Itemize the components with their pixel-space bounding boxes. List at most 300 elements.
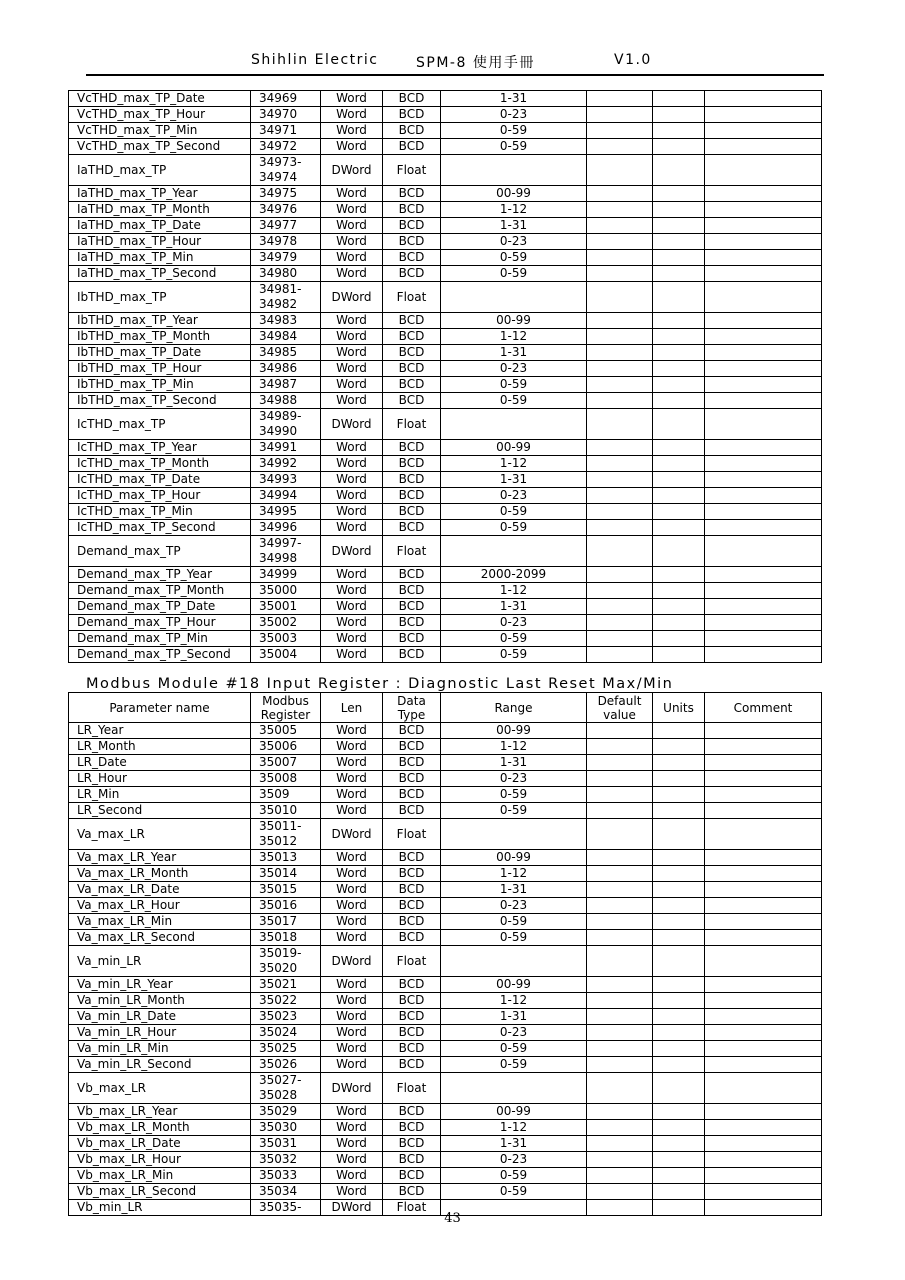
col-header-len: Len xyxy=(321,693,383,723)
cell-comment xyxy=(705,440,822,456)
cell-parameter-name: Demand_max_TP_Year xyxy=(69,567,251,583)
cell-data-type: BCD xyxy=(383,647,441,663)
cell-modbus-register: 35013 xyxy=(251,850,321,866)
cell-len: Word xyxy=(321,1057,383,1073)
cell-range: 00-99 xyxy=(441,723,587,739)
cell-range: 1-12 xyxy=(441,202,587,218)
cell-comment xyxy=(705,345,822,361)
cell-comment xyxy=(705,1041,822,1057)
cell-comment xyxy=(705,739,822,755)
cell-comment xyxy=(705,329,822,345)
cell-comment xyxy=(705,787,822,803)
cell-data-type: BCD xyxy=(383,393,441,409)
table-row xyxy=(69,409,822,440)
cell-parameter-name: Demand_max_TP_Min xyxy=(69,631,251,647)
cell-default-value xyxy=(587,1104,653,1120)
cell-modbus-register: 35006 xyxy=(251,739,321,755)
cell-comment xyxy=(705,977,822,993)
cell-modbus-register: 35011-35012 xyxy=(251,819,321,850)
cell-units xyxy=(653,1041,705,1057)
cell-default-value xyxy=(587,567,653,583)
cell-data-type: BCD xyxy=(383,456,441,472)
cell-range: 0-23 xyxy=(441,488,587,504)
cell-modbus-register: 35023 xyxy=(251,1009,321,1025)
cell-data-type: BCD xyxy=(383,1025,441,1041)
cell-range: 0-23 xyxy=(441,1152,587,1168)
table-row xyxy=(69,282,822,313)
cell-range xyxy=(441,155,587,186)
cell-modbus-register: 35000 xyxy=(251,583,321,599)
cell-data-type: BCD xyxy=(383,1041,441,1057)
cell-modbus-register: 34991 xyxy=(251,440,321,456)
cell-data-type: BCD xyxy=(383,723,441,739)
cell-modbus-register: 35017 xyxy=(251,914,321,930)
cell-parameter-name: IcTHD_max_TP_Month xyxy=(69,456,251,472)
cell-parameter-name: IcTHD_max_TP_Date xyxy=(69,472,251,488)
cell-default-value xyxy=(587,631,653,647)
cell-default-value xyxy=(587,1009,653,1025)
cell-data-type: BCD xyxy=(383,250,441,266)
cell-len: Word xyxy=(321,930,383,946)
section-title: Modbus Module #18 Input Register : Diagnostic Last Reset Max/Min xyxy=(86,676,674,692)
cell-len: Word xyxy=(321,631,383,647)
cell-data-type: BCD xyxy=(383,930,441,946)
cell-comment xyxy=(705,914,822,930)
cell-range: 0-59 xyxy=(441,787,587,803)
cell-default-value xyxy=(587,393,653,409)
cell-default-value xyxy=(587,313,653,329)
cell-comment xyxy=(705,377,822,393)
cell-data-type: BCD xyxy=(383,377,441,393)
cell-data-type: BCD xyxy=(383,631,441,647)
cell-len: Word xyxy=(321,898,383,914)
table-row xyxy=(69,1168,822,1184)
cell-parameter-name: IcTHD_max_TP xyxy=(69,409,251,440)
cell-len: Word xyxy=(321,1120,383,1136)
cell-units xyxy=(653,993,705,1009)
cell-range: 0-59 xyxy=(441,631,587,647)
cell-modbus-register: 34993 xyxy=(251,472,321,488)
cell-modbus-register: 34992 xyxy=(251,456,321,472)
cell-comment xyxy=(705,361,822,377)
cell-default-value xyxy=(587,155,653,186)
cell-modbus-register: 34970 xyxy=(251,107,321,123)
cell-range: 0-23 xyxy=(441,361,587,377)
table-row xyxy=(69,1136,822,1152)
cell-units xyxy=(653,409,705,440)
cell-comment xyxy=(705,882,822,898)
cell-default-value xyxy=(587,977,653,993)
cell-comment xyxy=(705,898,822,914)
cell-modbus-register: 34987 xyxy=(251,377,321,393)
cell-comment xyxy=(705,504,822,520)
cell-parameter-name: IbTHD_max_TP xyxy=(69,282,251,313)
cell-len: Word xyxy=(321,723,383,739)
table-row xyxy=(69,536,822,567)
cell-data-type: BCD xyxy=(383,993,441,1009)
cell-default-value xyxy=(587,536,653,567)
cell-len: Word xyxy=(321,91,383,107)
cell-parameter-name: IaTHD_max_TP_Year xyxy=(69,186,251,202)
cell-units xyxy=(653,139,705,155)
cell-data-type: Float xyxy=(383,819,441,850)
cell-modbus-register: 34994 xyxy=(251,488,321,504)
cell-comment xyxy=(705,1120,822,1136)
cell-modbus-register: 34979 xyxy=(251,250,321,266)
cell-comment xyxy=(705,1025,822,1041)
cell-modbus-register: 34975 xyxy=(251,186,321,202)
cell-default-value xyxy=(587,1073,653,1104)
cell-len: Word xyxy=(321,520,383,536)
cell-data-type: BCD xyxy=(383,1104,441,1120)
cell-data-type: BCD xyxy=(383,1136,441,1152)
cell-parameter-name: Vb_max_LR xyxy=(69,1073,251,1104)
cell-units xyxy=(653,313,705,329)
cell-range xyxy=(441,536,587,567)
cell-range: 1-12 xyxy=(441,993,587,1009)
table-row xyxy=(69,723,822,739)
cell-modbus-register: 35004 xyxy=(251,647,321,663)
table-row xyxy=(69,266,822,282)
cell-modbus-register: 34983 xyxy=(251,313,321,329)
cell-range: 0-59 xyxy=(441,393,587,409)
table-row xyxy=(69,898,822,914)
cell-parameter-name: Va_min_LR_Year xyxy=(69,977,251,993)
cell-default-value xyxy=(587,1057,653,1073)
cell-data-type: BCD xyxy=(383,803,441,819)
cell-parameter-name: Va_min_LR_Min xyxy=(69,1041,251,1057)
cell-data-type: BCD xyxy=(383,1120,441,1136)
cell-comment xyxy=(705,313,822,329)
cell-parameter-name: IaTHD_max_TP xyxy=(69,155,251,186)
cell-range: 0-59 xyxy=(441,250,587,266)
cell-modbus-register: 3509 xyxy=(251,787,321,803)
cell-default-value xyxy=(587,599,653,615)
cell-len: Word xyxy=(321,186,383,202)
cell-comment xyxy=(705,723,822,739)
cell-comment xyxy=(705,583,822,599)
cell-units xyxy=(653,186,705,202)
cell-modbus-register: 34978 xyxy=(251,234,321,250)
cell-len: DWord xyxy=(321,1073,383,1104)
col-header-comment: Comment xyxy=(705,693,822,723)
cell-units xyxy=(653,647,705,663)
cell-modbus-register: 35005 xyxy=(251,723,321,739)
cell-range: 0-59 xyxy=(441,647,587,663)
cell-parameter-name: VcTHD_max_TP_Second xyxy=(69,139,251,155)
table-row xyxy=(69,946,822,977)
cell-range: 0-59 xyxy=(441,1057,587,1073)
cell-default-value xyxy=(587,456,653,472)
cell-units xyxy=(653,819,705,850)
cell-data-type: BCD xyxy=(383,739,441,755)
cell-len: Word xyxy=(321,1136,383,1152)
table-row xyxy=(69,1041,822,1057)
table-row xyxy=(69,345,822,361)
cell-comment xyxy=(705,1136,822,1152)
cell-range: 00-99 xyxy=(441,440,587,456)
cell-data-type: Float xyxy=(383,409,441,440)
cell-units xyxy=(653,361,705,377)
cell-units xyxy=(653,615,705,631)
table-row xyxy=(69,107,822,123)
table-row xyxy=(69,1104,822,1120)
cell-len: Word xyxy=(321,345,383,361)
cell-default-value xyxy=(587,361,653,377)
cell-len: Word xyxy=(321,329,383,345)
cell-range: 0-59 xyxy=(441,803,587,819)
cell-comment xyxy=(705,1057,822,1073)
cell-parameter-name: Vb_max_LR_Second xyxy=(69,1184,251,1200)
cell-default-value xyxy=(587,1184,653,1200)
cell-modbus-register: 35015 xyxy=(251,882,321,898)
table-row xyxy=(69,567,822,583)
cell-data-type: BCD xyxy=(383,599,441,615)
cell-len: DWord xyxy=(321,409,383,440)
cell-modbus-register: 34980 xyxy=(251,266,321,282)
cell-comment xyxy=(705,755,822,771)
cell-comment xyxy=(705,1073,822,1104)
cell-parameter-name: Va_min_LR_Date xyxy=(69,1009,251,1025)
cell-units xyxy=(653,282,705,313)
cell-units xyxy=(653,914,705,930)
cell-modbus-register: 34995 xyxy=(251,504,321,520)
cell-len: Word xyxy=(321,123,383,139)
table-row xyxy=(69,882,822,898)
cell-modbus-register: 35022 xyxy=(251,993,321,1009)
cell-data-type: BCD xyxy=(383,329,441,345)
cell-len: Word xyxy=(321,266,383,282)
cell-len: Word xyxy=(321,882,383,898)
cell-comment xyxy=(705,123,822,139)
table-row xyxy=(69,755,822,771)
cell-default-value xyxy=(587,866,653,882)
cell-default-value xyxy=(587,755,653,771)
cell-len: Word xyxy=(321,488,383,504)
table-row xyxy=(69,520,822,536)
register-table-continued-body xyxy=(69,91,822,663)
cell-modbus-register: 35016 xyxy=(251,898,321,914)
cell-default-value xyxy=(587,993,653,1009)
cell-len: Word xyxy=(321,1152,383,1168)
cell-parameter-name: LR_Hour xyxy=(69,771,251,787)
cell-modbus-register: 35010 xyxy=(251,803,321,819)
cell-default-value xyxy=(587,91,653,107)
cell-units xyxy=(653,599,705,615)
table-row xyxy=(69,313,822,329)
table-row xyxy=(69,361,822,377)
cell-len: Word xyxy=(321,599,383,615)
table-row xyxy=(69,440,822,456)
cell-data-type: Float xyxy=(383,1200,441,1216)
cell-parameter-name: Vb_min_LR xyxy=(69,1200,251,1216)
cell-comment xyxy=(705,488,822,504)
cell-len: Word xyxy=(321,472,383,488)
table-row xyxy=(69,377,822,393)
cell-units xyxy=(653,803,705,819)
col-header-parameter-name: Parameter name xyxy=(69,693,251,723)
cell-len: Word xyxy=(321,456,383,472)
cell-modbus-register: 35024 xyxy=(251,1025,321,1041)
cell-len: Word xyxy=(321,313,383,329)
cell-units xyxy=(653,1184,705,1200)
cell-data-type: BCD xyxy=(383,1152,441,1168)
table-row xyxy=(69,583,822,599)
cell-len: Word xyxy=(321,803,383,819)
cell-default-value xyxy=(587,787,653,803)
cell-len: Word xyxy=(321,1025,383,1041)
cell-units xyxy=(653,583,705,599)
cell-units xyxy=(653,882,705,898)
cell-len: Word xyxy=(321,1041,383,1057)
cell-data-type: BCD xyxy=(383,583,441,599)
cell-data-type: BCD xyxy=(383,107,441,123)
cell-parameter-name: IaTHD_max_TP_Second xyxy=(69,266,251,282)
cell-len: Word xyxy=(321,1184,383,1200)
cell-modbus-register: 35034 xyxy=(251,1184,321,1200)
cell-comment xyxy=(705,615,822,631)
cell-comment xyxy=(705,866,822,882)
cell-range: 0-59 xyxy=(441,930,587,946)
cell-default-value xyxy=(587,345,653,361)
cell-range: 1-12 xyxy=(441,1120,587,1136)
cell-len: Word xyxy=(321,850,383,866)
table-row xyxy=(69,155,822,186)
table-row xyxy=(69,123,822,139)
cell-data-type: BCD xyxy=(383,234,441,250)
cell-range: 1-31 xyxy=(441,755,587,771)
cell-data-type: BCD xyxy=(383,488,441,504)
cell-units xyxy=(653,1152,705,1168)
cell-comment xyxy=(705,520,822,536)
cell-data-type: BCD xyxy=(383,218,441,234)
table-row xyxy=(69,771,822,787)
cell-len: Word xyxy=(321,771,383,787)
page-header xyxy=(0,52,905,72)
cell-len: Word xyxy=(321,218,383,234)
cell-data-type: BCD xyxy=(383,472,441,488)
cell-data-type: BCD xyxy=(383,882,441,898)
cell-comment xyxy=(705,647,822,663)
cell-modbus-register: 34999 xyxy=(251,567,321,583)
cell-range: 1-12 xyxy=(441,456,587,472)
cell-data-type: BCD xyxy=(383,1184,441,1200)
cell-modbus-register: 35025 xyxy=(251,1041,321,1057)
cell-data-type: BCD xyxy=(383,1168,441,1184)
cell-units xyxy=(653,91,705,107)
cell-parameter-name: VcTHD_max_TP_Hour xyxy=(69,107,251,123)
cell-parameter-name: Va_max_LR_Month xyxy=(69,866,251,882)
header-version: V1.0 xyxy=(614,52,652,68)
cell-modbus-register: 34984 xyxy=(251,329,321,345)
table-row xyxy=(69,91,822,107)
cell-units xyxy=(653,1120,705,1136)
cell-default-value xyxy=(587,1152,653,1168)
table-row xyxy=(69,1057,822,1073)
cell-len: Word xyxy=(321,361,383,377)
cell-len: DWord xyxy=(321,819,383,850)
cell-range: 00-99 xyxy=(441,977,587,993)
register-table-continued xyxy=(68,90,822,663)
cell-comment xyxy=(705,1104,822,1120)
cell-data-type: BCD xyxy=(383,755,441,771)
cell-len: Word xyxy=(321,440,383,456)
table-row xyxy=(69,803,822,819)
cell-modbus-register: 35003 xyxy=(251,631,321,647)
table-row xyxy=(69,1152,822,1168)
cell-range xyxy=(441,1073,587,1104)
cell-parameter-name: IbTHD_max_TP_Date xyxy=(69,345,251,361)
table-row xyxy=(69,234,822,250)
cell-data-type: BCD xyxy=(383,866,441,882)
cell-units xyxy=(653,755,705,771)
header-manual-title: SPM-8 使用手冊 xyxy=(416,55,535,71)
cell-comment xyxy=(705,234,822,250)
cell-default-value xyxy=(587,488,653,504)
cell-comment xyxy=(705,91,822,107)
cell-modbus-register: 35029 xyxy=(251,1104,321,1120)
cell-len: Word xyxy=(321,567,383,583)
cell-range: 1-12 xyxy=(441,739,587,755)
cell-units xyxy=(653,536,705,567)
cell-default-value xyxy=(587,123,653,139)
cell-default-value xyxy=(587,898,653,914)
cell-units xyxy=(653,1104,705,1120)
cell-range: 0-23 xyxy=(441,898,587,914)
cell-parameter-name: IcTHD_max_TP_Second xyxy=(69,520,251,536)
cell-range: 1-12 xyxy=(441,583,587,599)
cell-parameter-name: IcTHD_max_TP_Min xyxy=(69,504,251,520)
table-row xyxy=(69,456,822,472)
cell-units xyxy=(653,155,705,186)
cell-units xyxy=(653,1168,705,1184)
table-row xyxy=(69,139,822,155)
table-row xyxy=(69,1073,822,1104)
cell-parameter-name: VcTHD_max_TP_Min xyxy=(69,123,251,139)
cell-len: DWord xyxy=(321,946,383,977)
cell-parameter-name: Va_max_LR_Hour xyxy=(69,898,251,914)
cell-parameter-name: VcTHD_max_TP_Date xyxy=(69,91,251,107)
cell-range: 0-59 xyxy=(441,1168,587,1184)
cell-parameter-name: Demand_max_TP xyxy=(69,536,251,567)
cell-comment xyxy=(705,393,822,409)
cell-default-value xyxy=(587,250,653,266)
cell-range: 0-23 xyxy=(441,771,587,787)
cell-default-value xyxy=(587,409,653,440)
table-row xyxy=(69,393,822,409)
cell-len: Word xyxy=(321,377,383,393)
cell-modbus-register: 35031 xyxy=(251,1136,321,1152)
cell-parameter-name: LR_Second xyxy=(69,803,251,819)
cell-default-value xyxy=(587,850,653,866)
table-row xyxy=(69,599,822,615)
cell-len: DWord xyxy=(321,1200,383,1216)
cell-data-type: Float xyxy=(383,536,441,567)
cell-units xyxy=(653,345,705,361)
col-header-default-value: Default value xyxy=(587,693,653,723)
cell-modbus-register: 34997-34998 xyxy=(251,536,321,567)
cell-default-value xyxy=(587,1120,653,1136)
cell-default-value xyxy=(587,615,653,631)
cell-comment xyxy=(705,282,822,313)
cell-data-type: BCD xyxy=(383,186,441,202)
cell-range: 1-31 xyxy=(441,1009,587,1025)
cell-len: Word xyxy=(321,1009,383,1025)
cell-modbus-register: 34969 xyxy=(251,91,321,107)
cell-data-type: BCD xyxy=(383,615,441,631)
cell-range: 1-31 xyxy=(441,91,587,107)
cell-range: 0-59 xyxy=(441,504,587,520)
